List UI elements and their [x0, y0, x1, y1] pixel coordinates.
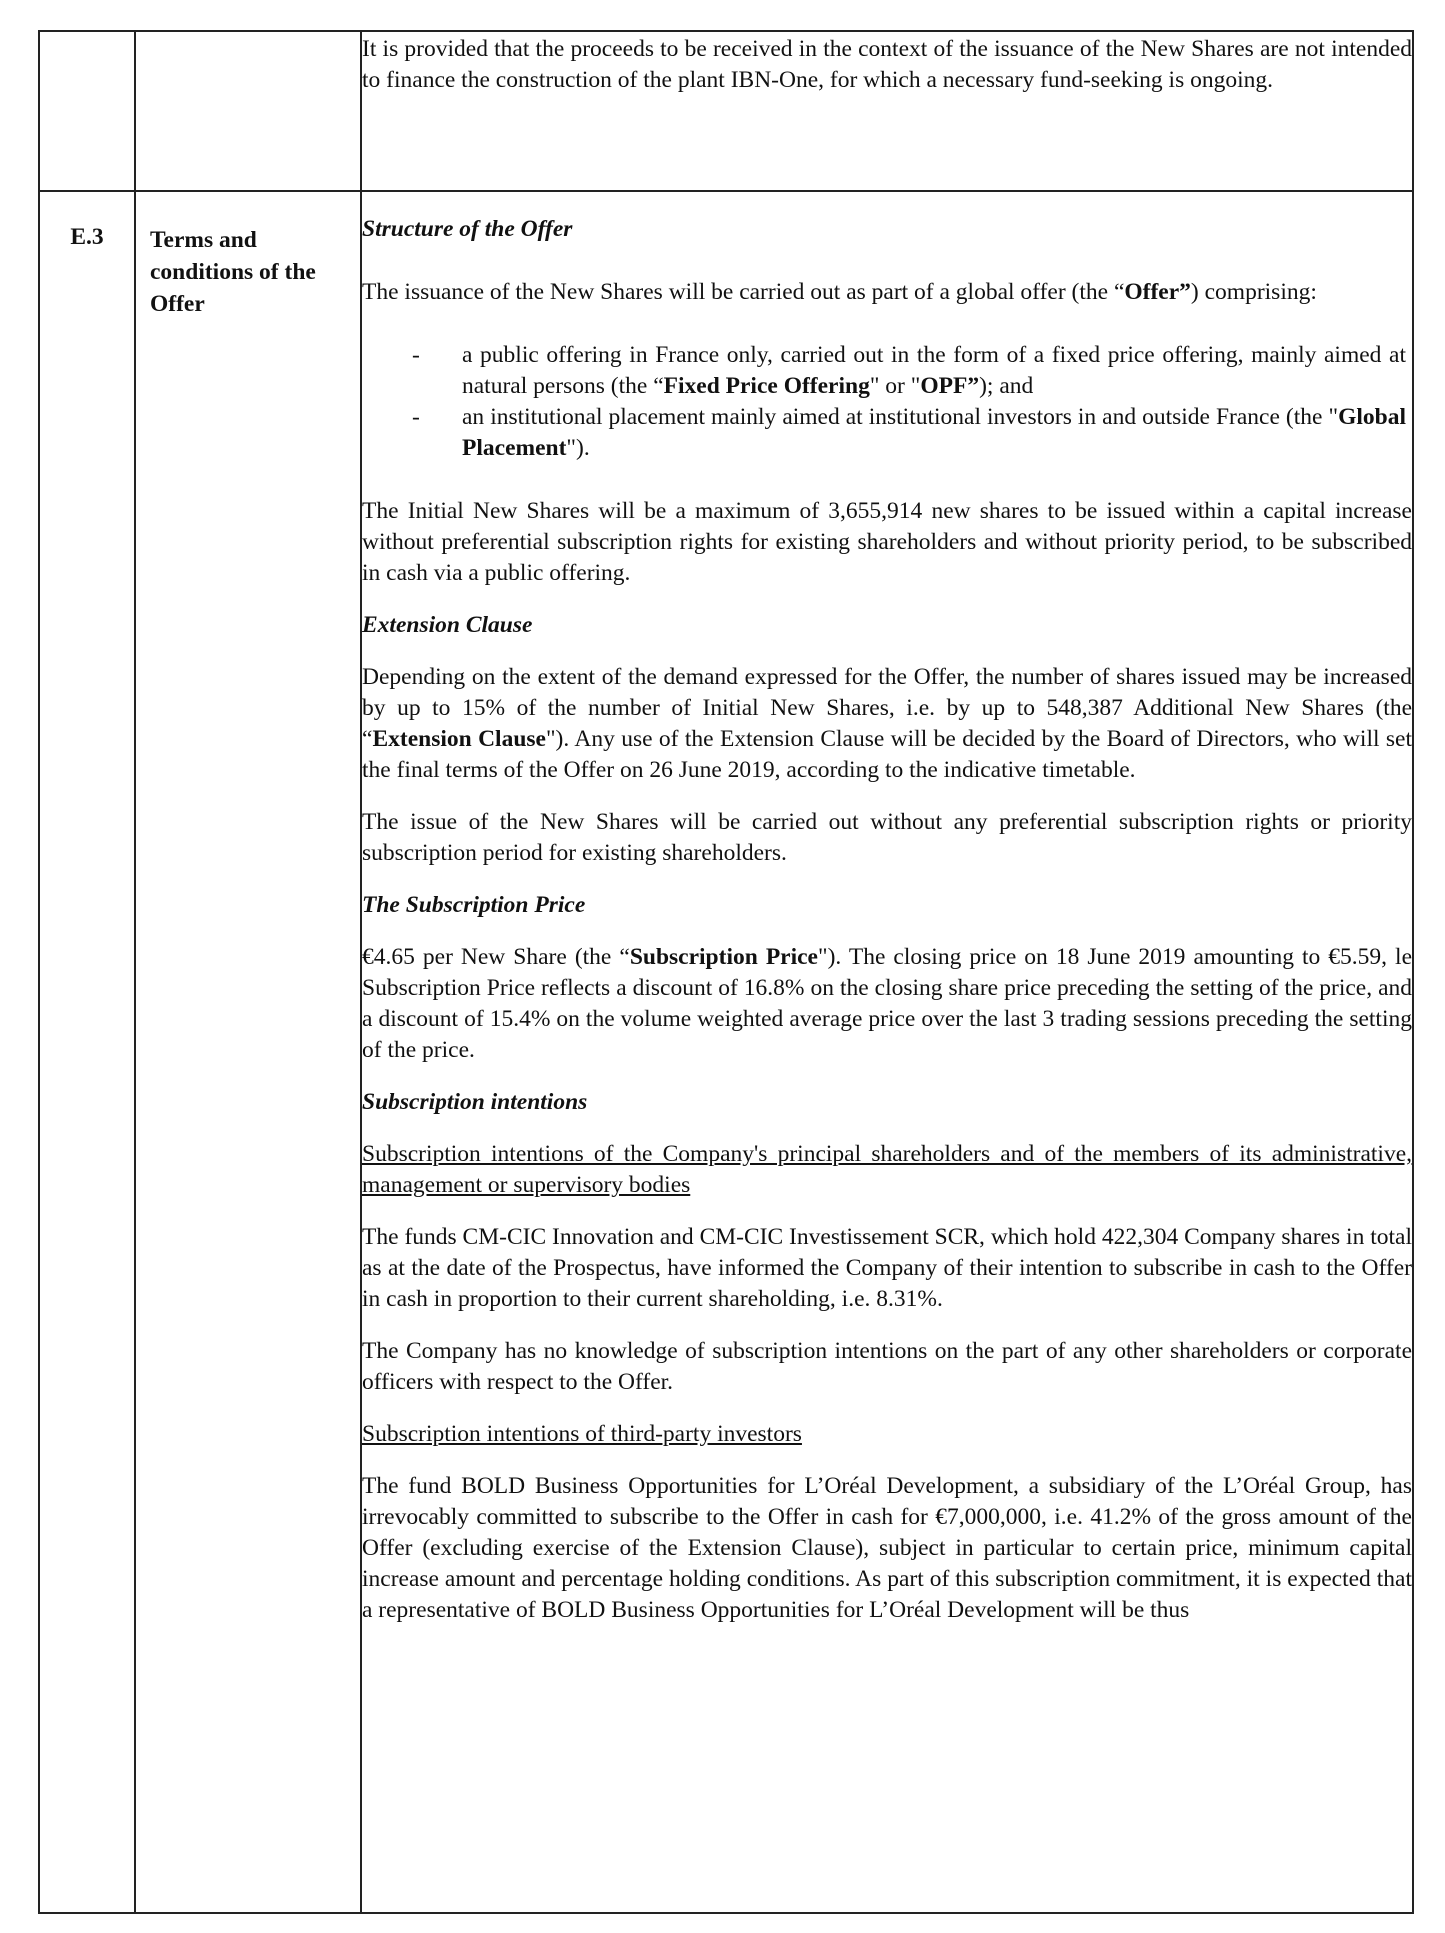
bold-fund-paragraph: The fund BOLD Business Opportunities for L’Oréal Development, a subsidiary of the L’Oréal Group, has irrevocably committed to subscribe to the Offer in cash for €7,000,000, i.e. 41.2% of the gross amount of the Offer (excluding exercise of the Extension Clause), subject in particular to certain price, minimum capital increase amount and percentage holding conditions. As part of this subscription commitment, it is expected that a representative of BOLD Business Opportunities for L’Oréal Development will be thus	[362, 1473, 1412, 1623]
list-item: - an institutional placement mainly aimed at institutional investors in and outside France (the "Global Placement").	[412, 404, 1406, 461]
principal-shareholders-subheading: Subscription intentions of the Company's principal shareholders and of the members of its administrative, management or supervisory bodies	[362, 1141, 1412, 1198]
offer-components-list	[362, 340, 1412, 464]
table-row-e3	[39, 191, 1413, 1913]
structure-heading: Structure of the Offer	[362, 216, 573, 242]
code-cell-empty	[39, 31, 135, 191]
cmcic-paragraph: The funds CM-CIC Innovation and CM-CIC Investissement SCR, which hold 422,304 Company shares in total as at the date of the Prospectus, have informed the Company of their intention to subscribe in cash to the Offer in cash in proportion to their current shareholding, i.e. 8.31%.	[362, 1224, 1412, 1312]
proceeds-paragraph: It is provided that the proceeds to be received in the context of the issuance of the New Shares are not intended to finance the construction of the plant IBN-One, for which a necessary fund-seeking is ongoing.	[362, 36, 1412, 93]
extension-heading: Extension Clause	[362, 612, 533, 638]
document-page	[38, 30, 1412, 1910]
content-cell	[361, 31, 1413, 191]
intentions-heading: Subscription intentions	[362, 1089, 588, 1115]
summary-table	[38, 30, 1414, 1914]
no-preferential-paragraph: The issue of the New Shares will be carried out without any preferential subscription rights or priority subscription period for existing shareholders.	[362, 809, 1412, 866]
initial-shares-paragraph: The Initial New Shares will be a maximum of 3,655,914 new shares to be issued within a capital increase without preferential subscription rights for existing shareholders and without priority period, to be subscribed in cash via a public offering.	[362, 498, 1412, 586]
list-item: - a public offering in France only, carried out in the form of a fixed price offering, mainly aimed at natural persons (the “Fixed Price Offering" or "OPF”); and	[412, 342, 1406, 399]
third-party-subheading: Subscription intentions of third-party investors	[362, 1421, 802, 1447]
extension-paragraph: Depending on the extent of the demand expressed for the Offer, the number of shares issued may be increased by up to 15% of the number of Initial New Shares, i.e. by up to 548,387 Additional New Shares (the “Extension Clause"). Any use of the Extension Clause will be decided by the Board of Directors, who will set the final terms of the Offer on 26 June 2019, according to the indicative timetable.	[362, 664, 1413, 783]
structure-intro: The issuance of the New Shares will be carried out as part of a global offer (the “Offer”) comprising:	[362, 279, 1317, 305]
title-cell-empty	[135, 31, 361, 191]
section-code: E.3	[70, 224, 104, 250]
code-cell	[39, 191, 135, 1913]
content-cell	[361, 191, 1413, 1913]
table-row-continuation	[39, 31, 1413, 191]
section-title: Terms and conditions of the Offer	[150, 227, 316, 317]
price-heading: The Subscription Price	[362, 892, 586, 918]
title-cell	[135, 191, 361, 1913]
no-knowledge-paragraph: The Company has no knowledge of subscription intentions on the part of any other shareholders or corporate officers with respect to the Offer.	[362, 1338, 1412, 1395]
price-paragraph: €4.65 per New Share (the “Subscription Price"). The closing price on 18 June 2019 amounting to €5.59, le Subscription Price reflects a discount of 16.8% on the closing share price preceding the setting of the price, and a discount of 15.4% on the volume weighted average price over the last 3 trading sessions preceding the setting of the price.	[362, 944, 1412, 1063]
